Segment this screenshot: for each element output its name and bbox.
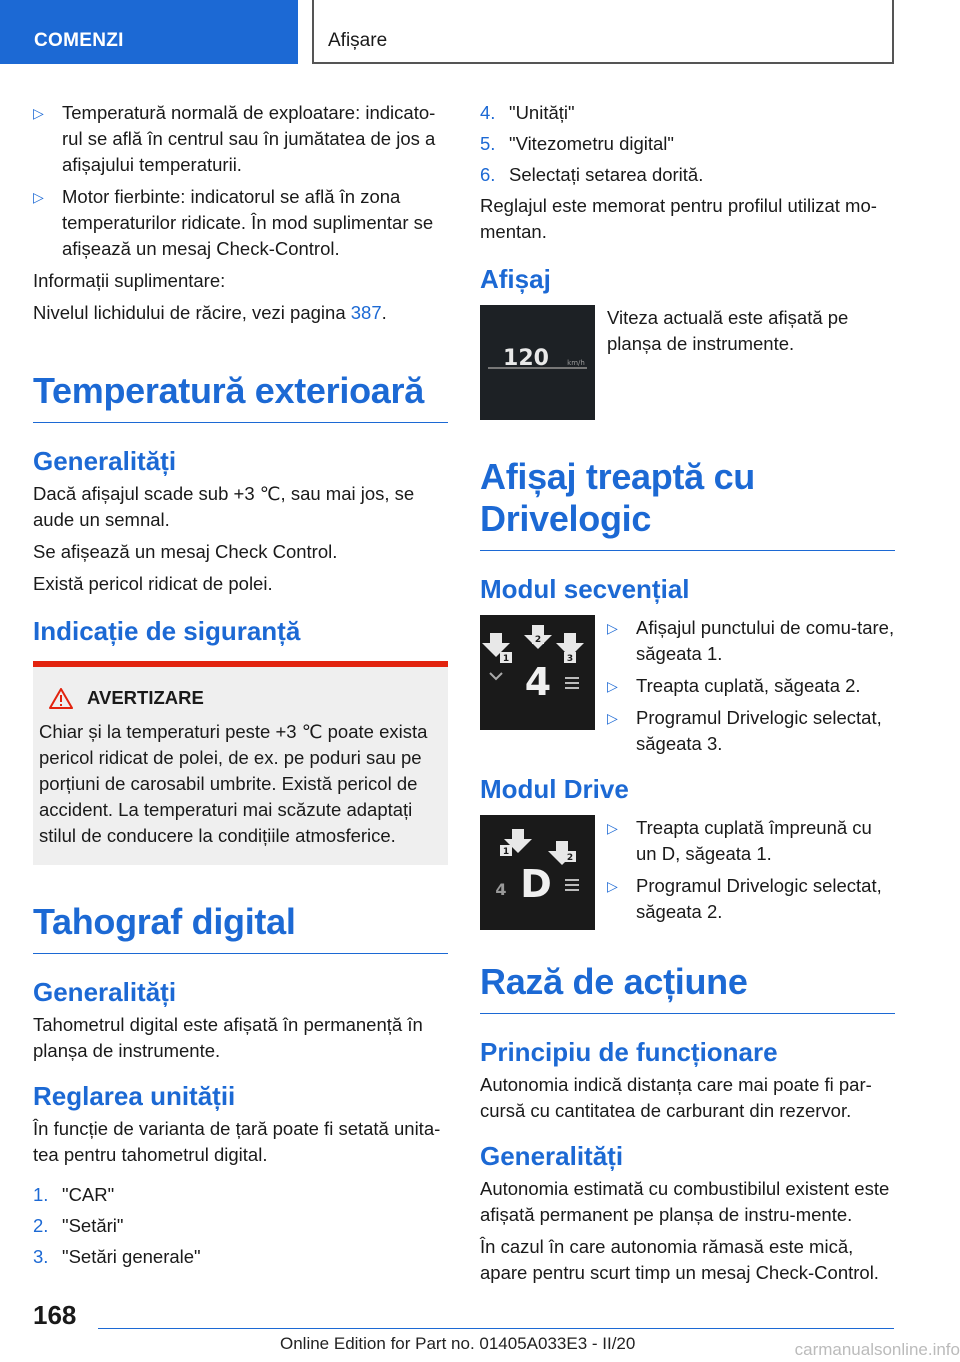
list-item: ▷ Treapta cuplată împreună cu un D, săgeata 1. [607,817,872,864]
step-item: 4. "Unități" [480,102,575,123]
paragraph: Dacă afișajul scade sub +3 ℃, sau mai jos, se aude un semnal. [33,483,415,530]
step-item: 5. "Vitezometru digital" [480,133,674,154]
speed-value: 120 [503,346,549,371]
footer-divider [98,1328,894,1329]
warning-triangle-icon [49,688,73,709]
subsection-tab [312,0,894,64]
sequential-mode-image [480,615,595,730]
right-column [480,100,895,1292]
paragraph: Tahometrul digital este afișată în permanență în planșa de instrumente. [33,1014,423,1061]
paragraph: În funcție de varianta de țară poate fi setată unita-tea pentru tahometrul digital. [33,1118,441,1165]
heading-outside-temperature: Temperatură exterioară [33,370,448,423]
heading-display: Afișaj [480,264,551,294]
svg-text:2: 2 [566,853,574,863]
step-item: 2. "Setări" [33,1215,124,1236]
section-title: COMENZI [34,30,124,51]
paragraph: Reglajul este memorat pentru profilul utilizat mo-mentan. [480,195,877,242]
svg-text:2: 2 [534,635,542,645]
display-row [480,305,895,420]
svg-text:1: 1 [502,654,510,664]
paragraph: Autonomia indică distanța care mai poate fi par-cursă cu cantitatea de carburant din rezervor. [480,1074,872,1121]
heading-drive-mode: Modul Drive [480,774,629,804]
warning-box [33,661,448,865]
list-item: ▷ Motor fierbinte: indicatorul se află în zona temperaturilor ridicate. În mod suplimentar se afișează un mesaj Check-Control. [33,186,434,259]
subsection-title: Afișare [328,30,388,51]
paragraph: Autonomia estimată cu combustibilul existent este afișată permanent pe planșa de instru-mente. [480,1178,890,1225]
heading-principle: Principiu de funcționare [480,1037,778,1067]
heading-sequential: Modul secvențial [480,574,690,604]
heading-safety: Indicație de siguranță [33,616,301,646]
triangle-bullet-icon: ▷ [33,189,44,205]
step-item: 1. "CAR" [33,1184,115,1205]
triangle-bullet-icon: ▷ [33,105,44,121]
drive-mode-image [480,815,595,930]
triangle-bullet-icon: ▷ [607,620,618,636]
triangle-bullet-icon: ▷ [607,820,618,836]
warning-title: AVERTIZARE [87,687,204,708]
list-item: ▷ Programul Drivelogic selectat, săgeata 3. [607,707,882,754]
gear-number: 4 [524,660,552,704]
triangle-bullet-icon: ▷ [607,678,618,694]
page-link[interactable]: 387 [350,302,382,323]
list-item: ▷ Afișajul punctului de comu-tare, săgeata 1. [607,617,895,664]
page-number: 168 [33,1300,77,1330]
sequential-row [480,615,895,763]
gear-letter: D [520,862,552,906]
warning-header [39,685,440,711]
display-description: Viteza actuală este afișată pe planșa de instrumente. [607,307,849,354]
section-tab[interactable] [0,0,298,64]
heading-unit: Reglarea unității [33,1081,236,1111]
drive-list [595,815,895,931]
paragraph: În cazul în care autonomia rămasă este mică, apare pentru scurt timp un mesaj Check-Control. [480,1236,879,1283]
list-item: ▷ Treapta cuplată, săgeata 2. [607,673,895,699]
speed-display-image [480,305,595,420]
edition-text: Online Edition for Part no. 01405A033E3 - II/20 [280,1334,636,1353]
speed-unit: km/h [567,359,585,367]
info-paragraph: Nivelul lichidului de răcire, vezi pagina 387. [33,302,387,323]
watermark: carmanualsonline.info [794,1340,960,1359]
heading-drivelogic: Afișaj treaptă cu Drivelogic [480,456,895,551]
list-item: ▷ Temperatură normală de exploatare: indicato-rul se află în centrul sau în jumătatea de jos a afișajului temperaturii. [33,102,436,175]
list-item: ▷ Programul Drivelogic selectat, săgeata 2. [607,875,882,922]
triangle-bullet-icon: ▷ [607,710,618,726]
step-item: 6. Selectați setarea dorită. [480,164,704,185]
paragraph: Există pericol ridicat de polei. [33,573,273,594]
heading-general: Generalități [480,1141,624,1171]
gear-number-small: 4 [495,880,507,899]
svg-text:3: 3 [566,654,574,664]
paragraph: Se afișează un mesaj Check Control. [33,541,338,562]
sequential-list [595,615,895,763]
svg-text:1: 1 [502,847,510,857]
heading-general: Generalități [33,977,177,1007]
heading-range: Rază de acțiune [480,961,895,1014]
left-column [33,100,448,1275]
heading-tachograph: Tahograf digital [33,901,448,954]
info-label: Informații suplimentare: [33,270,226,291]
triangle-bullet-icon: ▷ [607,878,618,894]
drive-row [480,815,895,931]
step-item: 3. "Setări generale" [33,1246,201,1267]
heading-general: Generalități [33,446,177,476]
warning-text: Chiar și la temperaturi peste +3 ℃ poate exista pericol ridicat de polei, de ex. pe poduri sau pe porțiuni de carosabil umbrite. Există pericol de accident. La temperaturi mai scăzute adaptați stilul de conducere la condițiile atmosferice. [39,721,428,846]
